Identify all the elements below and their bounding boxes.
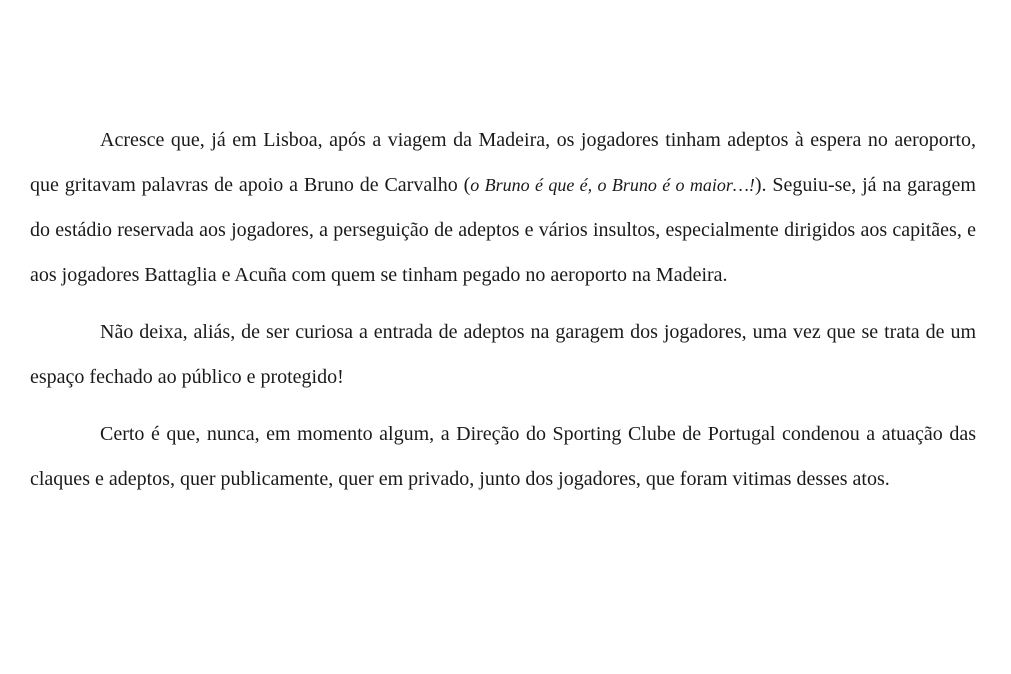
paragraph-3-text: Certo é que, nunca, em momento algum, a Direção do Sporting Clube de Portugal condenou a atuação das claques e adeptos, quer publicamente, quer em privado, junto dos jogadores, que foram vitimas desses atos. <box>30 423 976 490</box>
paragraph-1 <box>30 118 976 298</box>
paragraph-3 <box>30 412 976 502</box>
paragraph-1-text-start: Acresce que, já em Lisboa, após a viagem da Madeira, os jogadores tinham adeptos à espera no aeroporto, que gritavam palavras de apoio a Bruno de Carvalho ( <box>30 129 976 196</box>
document-page <box>30 118 976 514</box>
paragraph-1-quote: o Bruno é que é, o Bruno é o maior…! <box>470 175 755 195</box>
paragraph-2 <box>30 310 976 400</box>
paragraph-2-text: Não deixa, aliás, de ser curiosa a entrada de adeptos na garagem dos jogadores, uma vez que se trata de um espaço fechado ao público e protegido! <box>30 321 976 388</box>
paragraph-1-text-end: ). Seguiu-se, já na garagem do estádio reservada aos jogadores, a perseguição de adeptos e vários insultos, especialmente dirigidos aos capitães, e aos jogadores Battaglia e Acuña com quem se tinham pegado no aeroporto na Madeira. <box>30 174 976 286</box>
